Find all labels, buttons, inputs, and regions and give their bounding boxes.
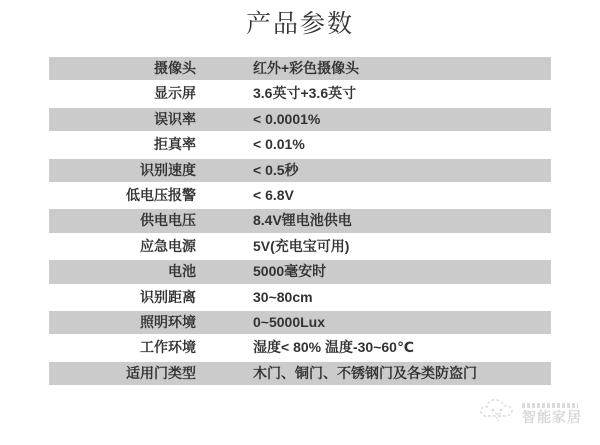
spec-label: 显示屏 <box>154 85 196 102</box>
watermark-textblock <box>522 403 582 425</box>
spec-label: 识别距离 <box>140 288 196 305</box>
spec-label: 供电电压 <box>140 212 196 229</box>
spec-label: 适用门类型 <box>126 364 196 381</box>
spec-value: 木门、铜门、不锈钢门及各类防盗门 <box>253 364 477 381</box>
table-row <box>49 336 551 361</box>
spec-label: 应急电源 <box>140 237 196 254</box>
table-row <box>49 82 551 107</box>
cloud-logo-icon <box>478 396 522 432</box>
spec-label: 识别速度 <box>140 161 196 178</box>
table-row <box>49 260 551 285</box>
watermark-text: 智能家居 <box>522 409 582 425</box>
spec-label: 摄像头 <box>154 60 196 76</box>
table-row <box>49 311 551 336</box>
spec-label: 电池 <box>168 263 196 280</box>
watermark-tagline <box>522 403 578 408</box>
spec-label: 照明环境 <box>140 313 196 330</box>
spec-value: < 0.0001% <box>253 110 321 127</box>
spec-label: 拒真率 <box>154 136 196 153</box>
table-row <box>49 133 551 158</box>
spec-value: < 0.5秒 <box>253 161 299 178</box>
spec-value: 5V(充电宝可用) <box>253 237 350 254</box>
spec-value: 红外+彩色摄像头 <box>253 60 360 76</box>
spec-value: 3.6英寸+3.6英寸 <box>253 85 357 102</box>
table-row <box>49 184 551 209</box>
watermark <box>478 396 582 432</box>
table-row <box>49 362 551 387</box>
spec-table <box>49 57 551 387</box>
table-row <box>49 286 551 311</box>
table-row <box>49 209 551 234</box>
spec-value: 0~5000Lux <box>253 313 325 330</box>
table-row <box>49 108 551 133</box>
spec-value: 5000毫安时 <box>253 263 327 280</box>
spec-value: 30~80cm <box>253 288 313 305</box>
table-row <box>49 57 551 82</box>
spec-label: 工作环境 <box>140 339 196 356</box>
spec-label: 低电压报警 <box>126 186 196 203</box>
spec-label: 误识率 <box>154 110 196 127</box>
spec-value: 湿度< 80% 温度-30~60℃ <box>253 339 414 356</box>
spec-value: 8.4V锂电池供电 <box>253 212 352 229</box>
table-row <box>49 235 551 260</box>
table-row <box>49 159 551 184</box>
spec-value: < 6.8V <box>253 186 294 203</box>
spec-value: < 0.01% <box>253 136 305 153</box>
page-title: 产品参数 <box>245 10 354 38</box>
